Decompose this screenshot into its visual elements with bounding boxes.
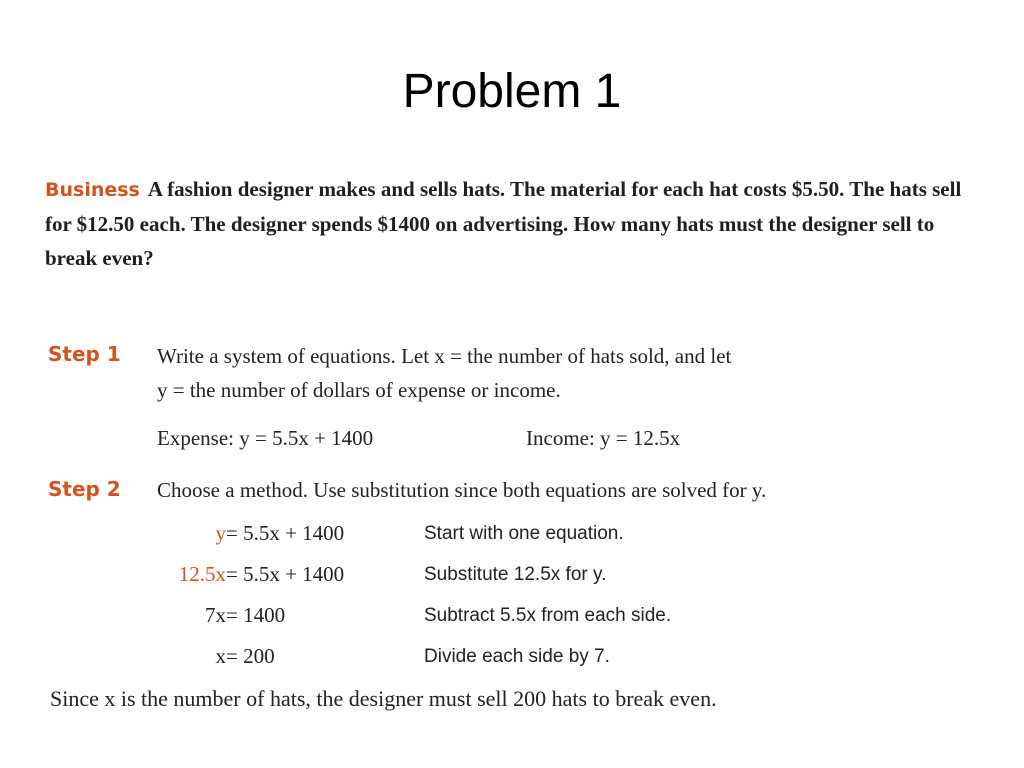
step-1-line-2: y = the number of dollars of expense or income. xyxy=(157,378,561,402)
eq-row-3-note: Subtract 5.5x from each side. xyxy=(424,605,672,626)
eq-row-3-left: 7x xyxy=(205,603,226,627)
step-1-line-1: Write a system of equations. Let x = the number of hats sold, and let xyxy=(157,344,732,368)
eq-row-1-right: = 5.5x + 1400 xyxy=(226,521,345,545)
eq-row-4-left: x xyxy=(215,644,226,668)
expense-equation: Expense: y = 5.5x + 1400 xyxy=(157,426,374,450)
problem-text: A fashion designer makes and sells hats. The material for each hat costs $5.50. The hats sell for $12.50 each. The designer spends $1400 on advertising. How many hats must the designer sell to break even? xyxy=(45,177,962,270)
eq-row-4-right: = 200 xyxy=(226,644,275,668)
problem-statement xyxy=(45,172,980,275)
problem-topic: Business xyxy=(45,179,140,201)
eq-row-2-right: = 5.5x + 1400 xyxy=(226,562,345,586)
eq-row-2-note: Substitute 12.5x for y. xyxy=(424,564,607,585)
eq-row-2-left: 12.5x xyxy=(178,562,226,586)
step-1-label: Step 1 xyxy=(48,342,121,366)
eq-row-4-note: Divide each side by 7. xyxy=(424,646,610,667)
slide-title: Problem 1 xyxy=(402,65,622,118)
income-equation: Income: y = 12.5x xyxy=(526,426,681,450)
step-2-label: Step 2 xyxy=(48,477,121,501)
eq-row-1-left: y xyxy=(215,521,226,545)
eq-row-3-right: = 1400 xyxy=(226,603,286,627)
step-2-intro: Choose a method. Use substitution since both equations are solved for y. xyxy=(157,478,767,502)
conclusion: Since x is the number of hats, the designer must sell 200 hats to break even. xyxy=(50,686,717,711)
eq-row-1-note: Start with one equation. xyxy=(424,523,624,544)
